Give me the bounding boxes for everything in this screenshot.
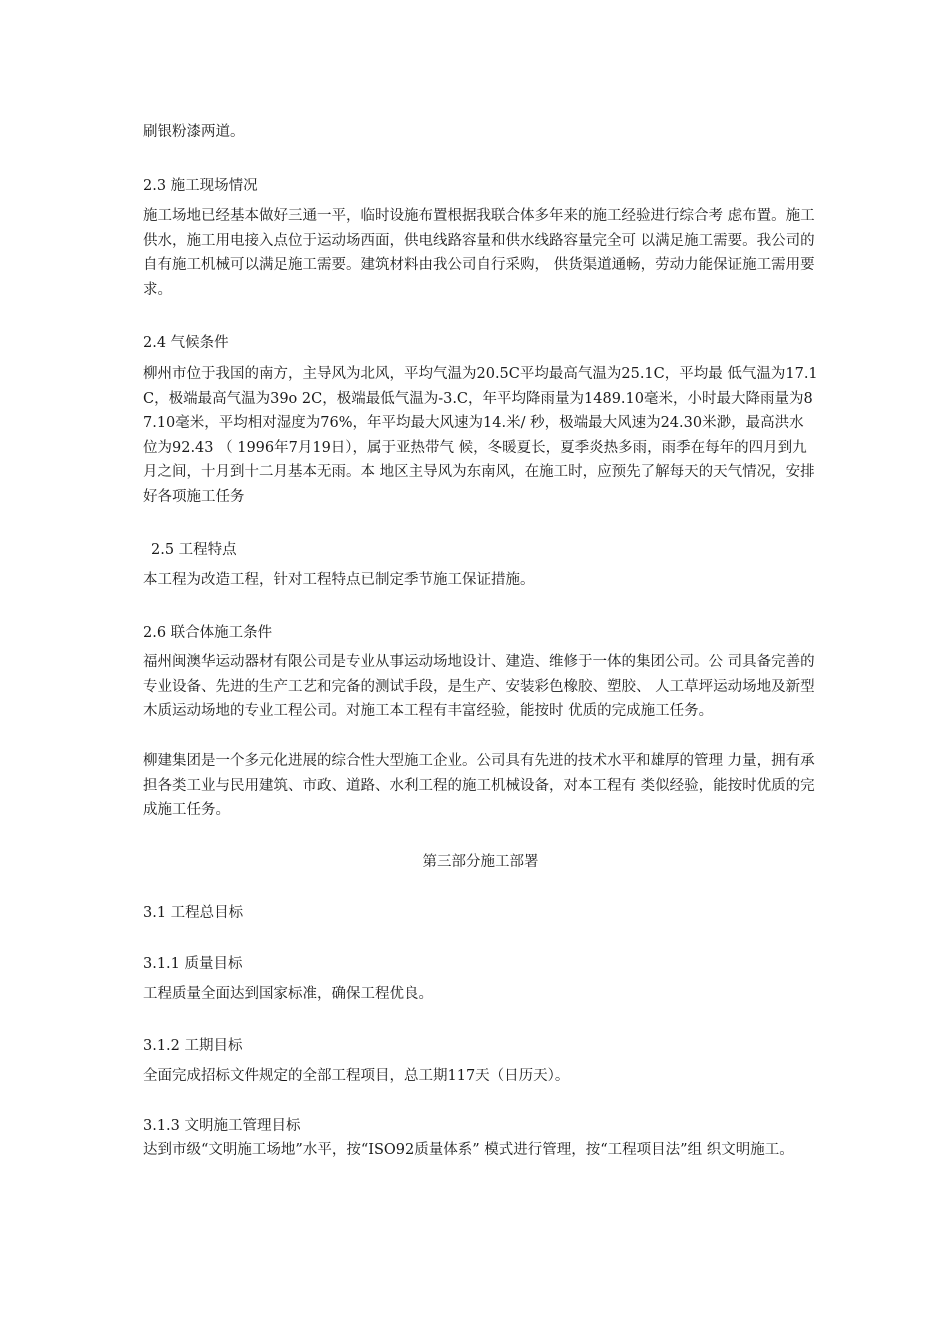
heading-3-1-2: 3.1.2 工期目标 bbox=[143, 1038, 243, 1054]
heading-2-4: 2.4 气候条件 bbox=[143, 335, 229, 351]
paragraph-3-1-3: 达到市级“文明施工场地”水平，按“ISO92质量体系” 模式进行管理，按“工程项目法”组 织文明施工。 bbox=[143, 1142, 794, 1158]
paragraph-3-1-2: 全面完成招标文件规定的全部工程项目，总工期117天（日历天）。 bbox=[143, 1068, 570, 1084]
heading-2-3: 2.3 施工现场情况 bbox=[143, 178, 258, 194]
heading-2-5: 2.5 工程特点 bbox=[151, 542, 237, 558]
paragraph-2-5: 本工程为改造工程，针对工程特点已制定季节施工保证措施。 bbox=[143, 572, 535, 588]
heading-3-1-1: 3.1.1 质量目标 bbox=[143, 956, 243, 972]
heading-3-1-3: 3.1.3 文明施工管理目标 bbox=[143, 1118, 301, 1134]
paragraph-2-6-company-a: 福州闽澳华运动器材有限公司是专业从事运动场地设计、建造、维修于一体的集团公司。公 司具备完善的专业设备、先进的生产工艺和完备的测试手段，是生产、安装彩色橡胶、塑胶、 人工草坪运动场地及新型木质运动场地的专业工程公司。对施工本工程有丰富经验，能按时 优质的完成施工任务。 bbox=[143, 654, 815, 719]
paragraph-2-6-company-b: 柳建集团是一个多元化进展的综合性大型施工企业。公司具有先进的技术水平和雄厚的管理 力量，拥有承担各类工业与民用建筑、市政、道路、水利工程的施工机械设备，对本工程有 类似经验，能按时优质的完成施工任务。 bbox=[143, 753, 815, 818]
paragraph-intro: 刷银粉漆两道。 bbox=[143, 124, 245, 140]
paragraph-3-1-1: 工程质量全面达到国家标准，确保工程优良。 bbox=[143, 986, 433, 1002]
paragraph-2-4: 柳州市位于我国的南方，主导风为北风，平均气温为20.5C平均最高气温为25.1C，平均最 低气温为17.1C，极端最高气温为39o 2C，极端最低气温为-3.C，年平均降雨量为1489.10毫米，小时最大降雨量为87.10毫米，平均相对湿度为76%，年平均最大风速为14.米/ 秒，极端最大风速为24.30米渺，最高洪水位为92.43 （ 1996年7月19日），属于亚热带气 候，冬暖夏长，夏季炎热多雨，雨季在每年的四月到九月之间，十月到十二月基本无雨。本 地区主导风为东南风，在施工时，应预先了解每天的天气情况，安排好各项施工任务 bbox=[143, 366, 818, 505]
heading-3-1: 3.1 工程总目标 bbox=[143, 905, 244, 921]
paragraph-2-3: 施工场地已经基本做好三通一平，临时设施布置根据我联合体多年来的施工经验进行综合考 虑布置。施工供水，施工用电接入点位于运动场西面，供电线路容量和供水线路容量完全可 以满足施工需要。我公司的自有施工机械可以满足施工需要。建筑材料由我公司自行采购， 供货渠道通畅，劳动力能保证施工需用要求。 bbox=[143, 208, 815, 298]
part-three-title: 第三部分施工部署 bbox=[422, 854, 539, 870]
heading-2-6: 2.6 联合体施工条件 bbox=[143, 625, 273, 641]
